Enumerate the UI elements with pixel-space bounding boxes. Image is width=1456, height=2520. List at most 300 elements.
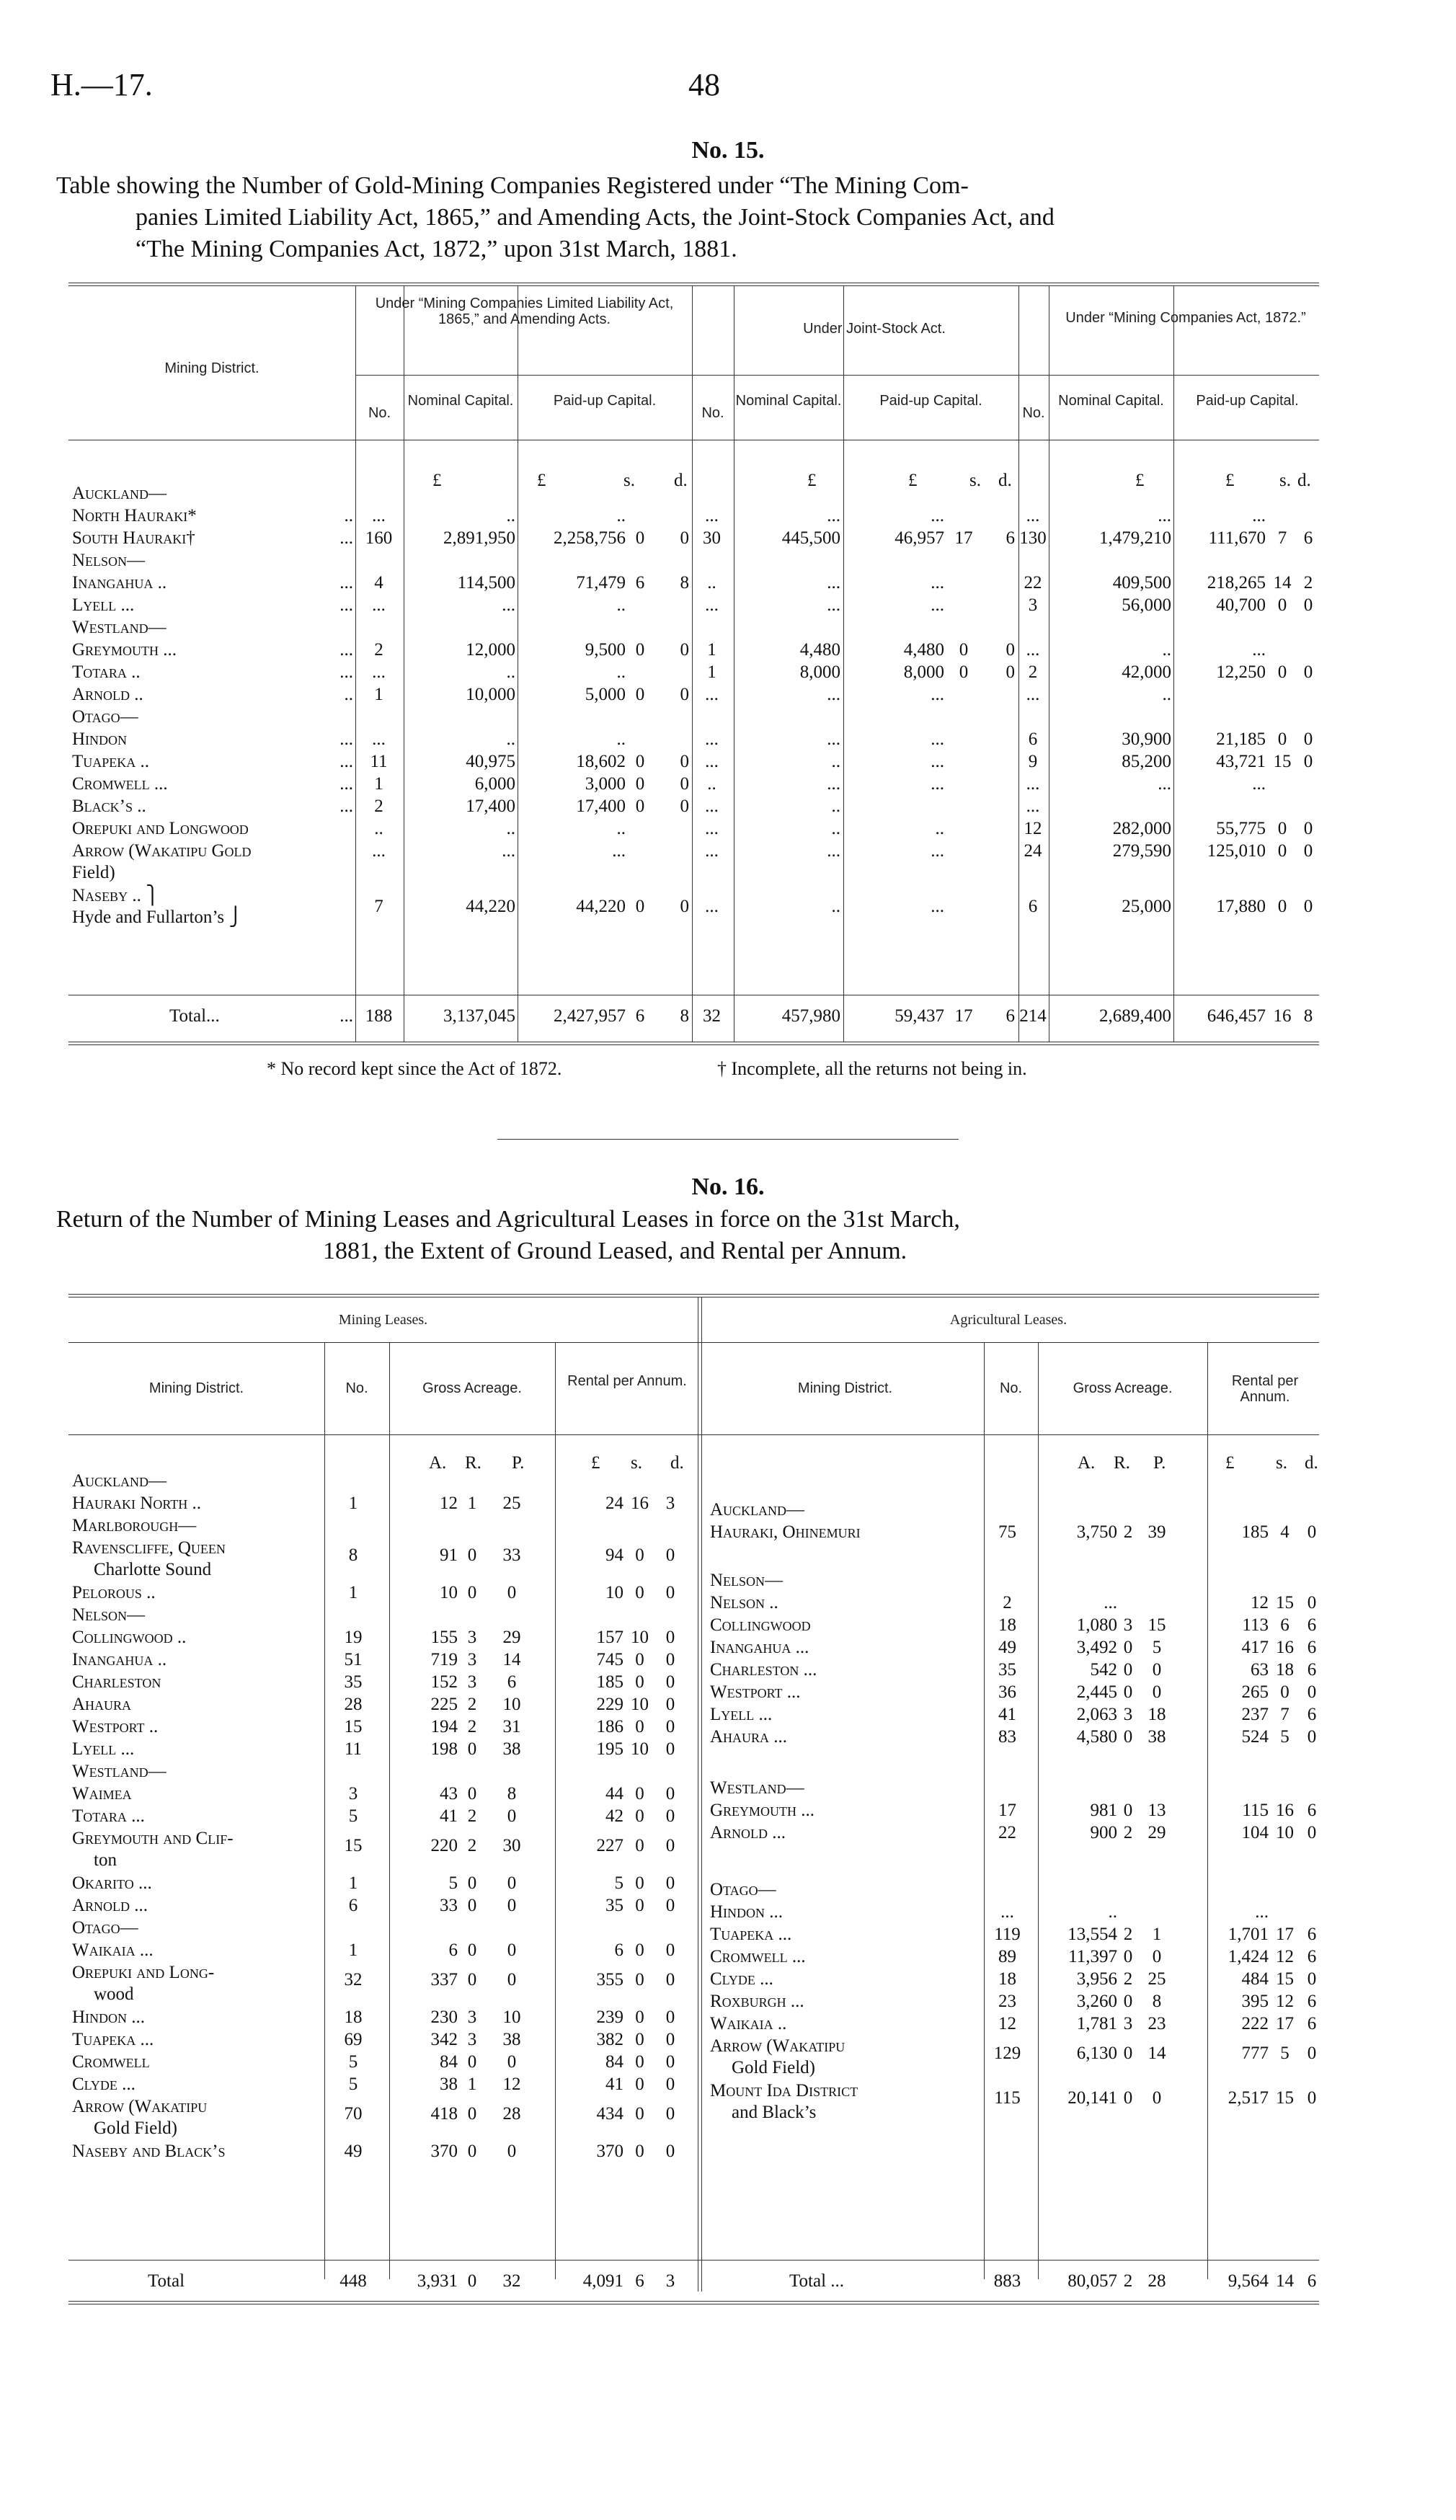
table-cell: 0 [665, 1784, 675, 1804]
table-cell: 15 [1148, 1615, 1166, 1635]
table-cell: ... [931, 685, 944, 704]
total-cell: 14 [1276, 2271, 1294, 2291]
table-cell: ... [502, 841, 515, 861]
table-cell: 15 [1273, 752, 1292, 771]
district-label: Arnold .. [72, 685, 143, 704]
unit-label: d. [674, 471, 688, 490]
table-cell: 17 [1276, 2014, 1294, 2033]
table-cell: ... [612, 841, 626, 861]
table-cell: 6 [1028, 897, 1038, 916]
table-cell: 84 [440, 2052, 458, 2072]
table-cell: 30,900 [1122, 729, 1171, 749]
table-cell: 2 [467, 1836, 477, 1855]
table-cell: 111,670 [1208, 528, 1266, 548]
table-cell: 41 [998, 1705, 1016, 1724]
table-cell: .. [616, 662, 626, 682]
district-label: Hauraki, Ohinemuri [710, 1522, 861, 1542]
table-cell: 0 [1123, 2044, 1133, 2063]
section-divider [497, 1139, 959, 1140]
table-cell: 22 [998, 1823, 1016, 1842]
footnote: * No record kept since the Act of 1872. [267, 1058, 562, 1079]
table-cell: 0 [1303, 752, 1313, 771]
table-cell: ... [1026, 640, 1040, 660]
table-cell: 0 [1277, 595, 1287, 615]
table-cell: ... [931, 573, 944, 593]
caption-line: panies Limited Liability Act, 1865,” and Amending Acts, the Joint-Stock Companies Act, and [136, 204, 1055, 231]
table-cell: 229 [596, 1695, 623, 1714]
col-header-district: Mining District. [164, 360, 259, 376]
col-header-paid: Paid-up Capital. [553, 393, 657, 409]
leader-dots: ... [339, 797, 353, 816]
total-cell: 448 [339, 2271, 367, 2291]
leader-dots: .. [344, 506, 353, 525]
district-label: Cromwell ... [72, 774, 168, 794]
table-cell: 3 [1123, 1615, 1133, 1635]
table-cell: 14 [502, 1650, 521, 1669]
unit-label: d. [1297, 471, 1311, 490]
district-label: Tuapeka .. [72, 752, 150, 771]
page-number: 48 [688, 67, 720, 102]
table-cell: 0 [635, 897, 645, 916]
table-cell: 42 [605, 1806, 623, 1826]
table-cell: 3,000 [585, 774, 626, 794]
table-top-rule [68, 285, 1319, 286]
table-cell: 0 [1152, 1682, 1162, 1702]
district-label: Orepuki and Long- [72, 1963, 215, 1982]
region-label: Auckland— [710, 1500, 805, 1519]
table-cell: 2,445 [1076, 1682, 1117, 1702]
table-cell: 6 [635, 573, 645, 593]
total-cell: 28 [1148, 2271, 1166, 2291]
unit-label: d. [670, 1453, 684, 1473]
table-cell: 70 [344, 2104, 363, 2124]
table-cell: 524 [1241, 1727, 1269, 1747]
total-label: Total ... [789, 2271, 845, 2291]
table-cell: 17 [954, 528, 973, 548]
table-cell: 2 [467, 1717, 477, 1736]
table-cell: 130 [1019, 528, 1047, 548]
table-cell: 0 [665, 1836, 675, 1855]
table-cell: .. [506, 506, 515, 525]
table-cell: 0 [467, 1873, 477, 1893]
table-cell: 1 [374, 685, 383, 704]
table-cell: 0 [665, 1695, 675, 1714]
district-label: South Hauraki† [72, 528, 195, 548]
region-label: Marlborough— [72, 1516, 197, 1535]
table-cell: 0 [1277, 897, 1287, 916]
col-header-no: No. [345, 1380, 368, 1396]
table-cell: ... [827, 573, 840, 593]
table-cell: 29 [502, 1628, 521, 1647]
table-cell: 2,517 [1228, 2088, 1269, 2108]
table-cell: 0 [1303, 729, 1313, 749]
table-cell: 3,750 [1076, 1522, 1117, 1542]
col-header-district: Mining District. [148, 1380, 244, 1396]
footnote: † Incomplete, all the returns not being in. [717, 1058, 1027, 1079]
table-cell: 35 [344, 1672, 363, 1692]
table-cell: 17 [1276, 1925, 1294, 1944]
district-label: Inangahua .. [72, 1650, 167, 1669]
table-cell: ... [827, 595, 840, 615]
table-cell: ... [931, 506, 944, 525]
district-label: Greymouth and Clif- [72, 1829, 234, 1848]
table-cell: ... [705, 797, 719, 816]
table-cell: ... [705, 752, 719, 771]
col-header-acreage: Gross Acreage. [422, 1380, 522, 1396]
table-cell: 16 [1276, 1801, 1294, 1820]
group-rule [355, 375, 1319, 376]
table-cell: 43,721 [1216, 752, 1266, 771]
total-cell: 883 [993, 2271, 1021, 2291]
table-cell: 417 [1241, 1638, 1269, 1657]
table-cell: 0 [635, 685, 645, 704]
district-label: Totara .. [72, 662, 141, 682]
table-cell: 10 [631, 1739, 649, 1759]
table-cell: 0 [680, 797, 689, 816]
table-cell: 55,775 [1216, 819, 1266, 838]
table-cell: 30 [502, 1836, 521, 1855]
table-cell: .. [1162, 685, 1171, 704]
table-cell: 0 [635, 2104, 644, 2124]
table-cell: 104 [1241, 1823, 1269, 1842]
table-rule [68, 2260, 698, 2261]
table-cell: .. [506, 662, 515, 682]
table-cell: 18 [1276, 1660, 1294, 1680]
table-cell: 0 [665, 1628, 675, 1647]
table-cell: 2 [467, 1695, 477, 1714]
district-label: Lyell ... [72, 1739, 135, 1759]
table-cell: 0 [1303, 595, 1313, 615]
col-header-district: Mining District. [797, 1380, 893, 1396]
district-label: Gold Field) [94, 2119, 177, 2138]
table-cell: 119 [994, 1925, 1021, 1944]
table-cell: 10,000 [466, 685, 515, 704]
district-label: Arrow (Wakatipu [710, 2036, 845, 2056]
table-cell: 0 [635, 797, 645, 816]
district-label: Westport .. [72, 1717, 159, 1736]
table-cell: 0 [665, 1806, 675, 1826]
district-label: Lyell ... [710, 1705, 773, 1724]
table-cell: 36 [998, 1682, 1016, 1702]
table-cell: 1 [348, 1873, 358, 1893]
table-cell: .. [831, 752, 840, 771]
region-label: Nelson— [72, 551, 146, 570]
total-cell: 59,437 [895, 1006, 944, 1026]
table-cell: 12 [440, 1494, 458, 1513]
district-label: Hindon [72, 729, 128, 749]
table-cell: 194 [430, 1717, 458, 1736]
table-cell: 3 [467, 2007, 477, 2027]
table-cell: 0 [1006, 640, 1015, 660]
table-cell: 0 [665, 1650, 675, 1669]
table-cell: 32 [344, 1970, 363, 1989]
table-cell: .. [831, 897, 840, 916]
district-label: Naseby .. ⎫ [72, 886, 159, 905]
district-label: Ahaura ... [710, 1727, 788, 1747]
total-cell: 4,091 [582, 2271, 623, 2291]
table-cell: 0 [635, 1896, 644, 1915]
table-cell: 0 [1277, 819, 1287, 838]
table-cell: 445,500 [781, 528, 840, 548]
table-cell: 12 [1276, 1947, 1294, 1966]
district-label: Arrow (Wakatipu [72, 2097, 208, 2116]
table-cell: .. [831, 819, 840, 838]
table-cell: 2,063 [1076, 1705, 1117, 1724]
table-cell: 0 [680, 528, 689, 548]
table-cell: 1 [348, 1583, 358, 1602]
table-cell: ... [827, 729, 840, 749]
table-cell: 2 [1123, 1925, 1133, 1944]
table-cell: 7 [1277, 528, 1287, 548]
table-cell: 0 [959, 662, 969, 682]
table-cell: 0 [665, 1672, 675, 1692]
total-cell: 80,057 [1067, 2271, 1117, 2291]
table-cell: 0 [680, 752, 689, 771]
table15-number: No. 15. [691, 137, 765, 164]
table-cell: 186 [596, 1717, 623, 1736]
table-cell: .. [616, 595, 626, 615]
table-cell: ... [1026, 774, 1040, 794]
district-label: Waikaia ... [72, 1940, 154, 1960]
district-label: Waikaia .. [710, 2014, 787, 2033]
table-cell: ... [705, 729, 719, 749]
table-cell: 25 [1148, 1969, 1166, 1989]
table-cell: 237 [1241, 1705, 1269, 1724]
district-label: Roxburgh ... [710, 1992, 804, 2011]
table-cell: 7 [1280, 1705, 1289, 1724]
total-cell: 457,980 [781, 1006, 840, 1026]
total-label: Total... [169, 1006, 220, 1026]
table-cell: 24 [605, 1494, 623, 1513]
table-cell: 5 [614, 1873, 623, 1893]
table-cell: 0 [507, 1940, 517, 1960]
table-cell: 10 [502, 1695, 521, 1714]
table-cell: 6 [1028, 729, 1038, 749]
table-cell: 0 [1152, 1947, 1162, 1966]
total-cell: 6 [635, 2271, 644, 2291]
table-cell: 2,258,756 [554, 528, 626, 548]
table-cell: 0 [467, 1545, 477, 1565]
table-cell: 4,480 [903, 640, 944, 660]
table-cell: 342 [430, 2030, 458, 2049]
table-cell: 198 [430, 1739, 458, 1759]
total-cell: 16 [1273, 1006, 1292, 1026]
table-rule [68, 1294, 1319, 1295]
table-cell: 46,957 [895, 528, 944, 548]
table-cell: 18 [998, 1615, 1016, 1635]
total-cell: 2 [1123, 2271, 1133, 2291]
table-cell: 12 [1276, 1992, 1294, 2011]
district-label: Collingwood [710, 1615, 811, 1635]
table-cell: 418 [430, 2104, 458, 2124]
unit-label: £ [1225, 471, 1235, 490]
table-cell: 981 [1090, 1801, 1117, 1820]
table-cell: 18 [998, 1969, 1016, 1989]
table-cell: ... [931, 841, 944, 861]
table-cell: 3 [467, 2030, 477, 2049]
table-cell: 38 [502, 2030, 521, 2049]
table-cell: 5 [348, 1806, 358, 1826]
table-cell: 10 [1276, 1823, 1294, 1842]
column-rule [555, 1342, 556, 2279]
table-cell: 23 [1148, 2014, 1166, 2033]
unit-label: £ [591, 1453, 600, 1473]
table-cell: 337 [430, 1970, 458, 1989]
table-rule [698, 2260, 1319, 2261]
unit-label: R. [1114, 1453, 1130, 1473]
leader-dots: ... [339, 1006, 353, 1026]
table-cell: 0 [1307, 2088, 1317, 2108]
table-cell: ... [372, 595, 386, 615]
table-cell: 83 [998, 1727, 1016, 1747]
table-cell: 17 [998, 1801, 1016, 1820]
table-cell: 49 [344, 2142, 363, 2161]
table-cell: 16 [631, 1494, 649, 1513]
table-cell: 43 [440, 1784, 458, 1804]
table-cell: 777 [1241, 2044, 1269, 2063]
table-cell: 0 [635, 2075, 644, 2094]
table-cell: 2,891,950 [443, 528, 515, 548]
table-cell: ... [931, 752, 944, 771]
table-cell: 12,000 [466, 640, 515, 660]
table-cell: 40,700 [1216, 595, 1266, 615]
table-cell: 44 [605, 1784, 623, 1804]
table-cell: 0 [635, 1806, 644, 1826]
table-cell: 15 [344, 1836, 363, 1855]
table-cell: 0 [1303, 897, 1313, 916]
table-cell: 409,500 [1112, 573, 1171, 593]
unit-label: £ [537, 471, 546, 490]
table-cell: 6 [1307, 1992, 1317, 2011]
unit-label: s. [623, 471, 635, 490]
district-label: Hauraki North .. [72, 1494, 202, 1513]
table-cell: 6 [1307, 1947, 1317, 1966]
total-cell: 188 [365, 1006, 393, 1026]
total-label: Total [148, 2271, 185, 2291]
table-cell: 1 [707, 640, 716, 660]
table-cell: ... [1252, 506, 1266, 525]
table-cell: ... [827, 841, 840, 861]
region-label: Nelson— [710, 1571, 784, 1590]
table-cell: 0 [665, 2142, 675, 2161]
table-cell: 370 [596, 2142, 623, 2161]
table-cell: 115 [994, 2088, 1021, 2108]
table-cell: 24 [1024, 841, 1042, 861]
table-cell: 85,200 [1122, 752, 1171, 771]
table-cell: 44,220 [576, 897, 626, 916]
table-cell: 0 [665, 1970, 675, 1989]
table-cell: 12 [998, 2014, 1016, 2033]
col-header-no: No. [701, 405, 724, 421]
table-cell: 19 [344, 1628, 363, 1647]
table-cell: 1,080 [1076, 1615, 1117, 1635]
table-cell: 6 [1307, 1801, 1317, 1820]
table-cell: 33 [440, 1896, 458, 1915]
table-cell: 35 [998, 1660, 1016, 1680]
table-cell: ... [1104, 1593, 1117, 1612]
table-cell: 3 [1123, 1705, 1133, 1724]
table-cell: ... [1255, 1902, 1269, 1922]
table-cell: 3 [467, 1650, 477, 1669]
table-cell: 10 [605, 1583, 623, 1602]
district-label: Arnold ... [710, 1823, 786, 1842]
table-cell: 0 [665, 2007, 675, 2027]
district-label: Greymouth ... [72, 640, 177, 660]
total-cell: 6 [1006, 1006, 1015, 1026]
table-cell: 49 [998, 1638, 1016, 1657]
table-cell: 0 [665, 1940, 675, 1960]
district-label: Black’s .. [72, 797, 146, 816]
table-cell: ... [827, 506, 840, 525]
table-cell: 2 [1003, 1593, 1012, 1612]
table-cell: 484 [1241, 1969, 1269, 1989]
district-label: Mount Ida District [710, 2081, 858, 2100]
table-cell: 0 [680, 640, 689, 660]
table-cell: ... [1158, 774, 1171, 794]
unit-label: £ [807, 471, 817, 490]
table-cell: 0 [1307, 2044, 1317, 2063]
table-cell: 160 [365, 528, 393, 548]
table-cell: .. [935, 819, 944, 838]
table-cell: .. [707, 573, 716, 593]
table-cell: 15 [1276, 1593, 1294, 1612]
unit-label: £ [432, 471, 442, 490]
table-cell: 4,480 [799, 640, 840, 660]
table-cell: 17,400 [466, 797, 515, 816]
table-cell: 0 [665, 1739, 675, 1759]
table-cell: 0 [1307, 1727, 1317, 1747]
table-cell: 382 [596, 2030, 623, 2049]
total-cell: 32 [502, 2271, 521, 2291]
table-cell: 0 [467, 2104, 477, 2124]
district-label: Hyde and Fullarton’s ⎭ [72, 908, 243, 927]
total-cell: 0 [467, 2271, 477, 2291]
district-label: Charlotte Sound [94, 1560, 212, 1579]
table-cell: ... [827, 685, 840, 704]
table-cell: 40,975 [466, 752, 515, 771]
table-cell: 218,265 [1207, 573, 1266, 593]
table-cell: 0 [680, 685, 689, 704]
table-cell: 0 [635, 1650, 644, 1669]
table-cell: ... [1000, 1902, 1014, 1922]
table-cell: 6 [1307, 1705, 1317, 1724]
table-cell: 0 [635, 1717, 644, 1736]
unit-label: £ [1225, 1453, 1235, 1473]
table-cell: 2 [1123, 1969, 1133, 1989]
region-label: Westland— [710, 1778, 804, 1798]
table-cell: 0 [635, 1545, 644, 1565]
table-cell: 6 [1280, 1615, 1289, 1635]
table-cell: ... [705, 897, 719, 916]
table-cell: ... [1026, 506, 1040, 525]
table-cell: 63 [1251, 1660, 1269, 1680]
leader-dots: ... [339, 729, 353, 749]
col-header-nominal: Nominal Capital. [1058, 393, 1164, 409]
table-cell: 16 [1276, 1638, 1294, 1657]
table-cell: 6,000 [474, 774, 515, 794]
table-cell: 0 [1152, 2088, 1162, 2108]
table-cell: 38 [502, 1739, 521, 1759]
table-cell: 6 [1307, 2014, 1317, 2033]
table-cell: 0 [1280, 1682, 1289, 1702]
table-cell: 17,400 [576, 797, 626, 816]
unit-label: £ [1135, 471, 1145, 490]
leader-dots: ... [339, 752, 353, 771]
table-cell: ... [372, 662, 386, 682]
col-header-paid: Paid-up Capital. [1196, 393, 1299, 409]
table-cell: 152 [430, 1672, 458, 1692]
table-cell: 0 [467, 1739, 477, 1759]
